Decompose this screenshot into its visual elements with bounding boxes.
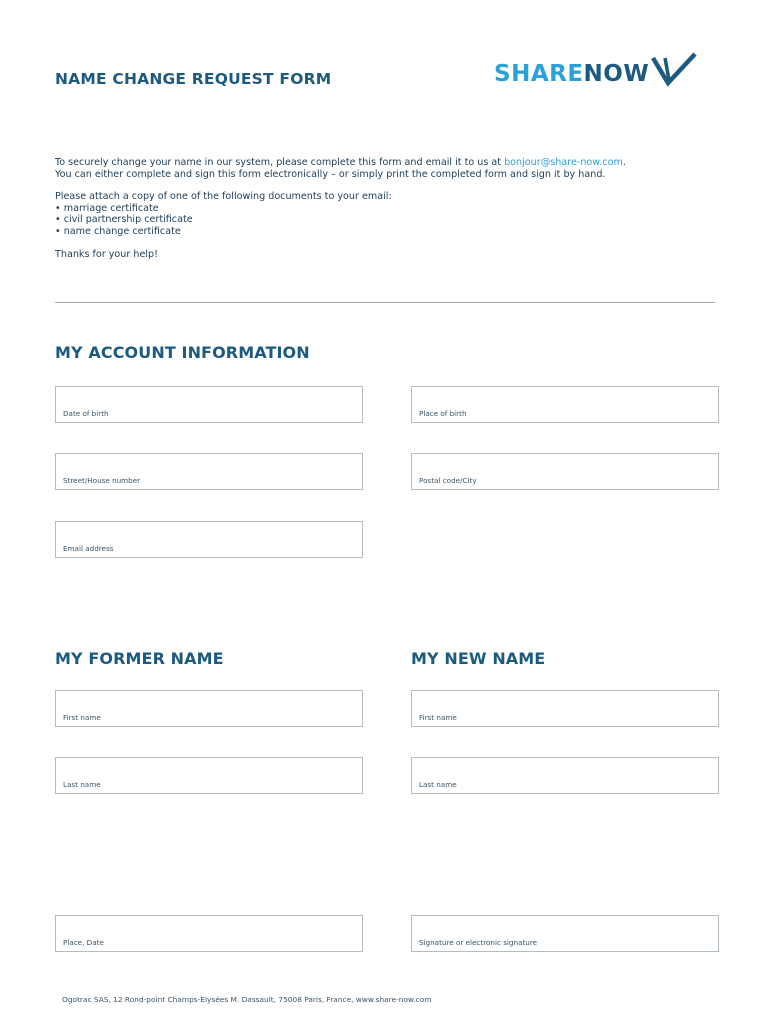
- email-field[interactable]: [55, 521, 363, 558]
- place-of-birth-input[interactable]: [412, 387, 718, 411]
- street-input[interactable]: [56, 454, 362, 478]
- new-first-name-field[interactable]: [411, 690, 719, 727]
- new-first-name-label: First name: [419, 713, 457, 722]
- place-of-birth-label: Place of birth: [419, 409, 467, 418]
- signature-label: Signature or electronic signature: [419, 938, 538, 947]
- former-first-name-label: First name: [63, 713, 101, 722]
- logo-check-icon: [651, 50, 701, 90]
- new-last-name-field[interactable]: [411, 757, 719, 794]
- former-first-name-field[interactable]: [55, 690, 363, 727]
- postal-code-input[interactable]: [412, 454, 718, 478]
- contact-email-link[interactable]: bonjour@share-now.com: [504, 157, 623, 168]
- former-name-title: MY FORMER NAME: [55, 649, 224, 668]
- street-label: Street/House number: [63, 476, 141, 485]
- intro-text: [55, 157, 725, 260]
- new-name-title: MY NEW NAME: [411, 649, 546, 668]
- email-input[interactable]: [56, 522, 362, 546]
- intro-line-2: You can either complete and sign this form electronically – or simply print the completed form and sign it by hand.: [55, 168, 606, 180]
- date-of-birth-field[interactable]: [55, 386, 363, 423]
- email-label: Email address: [63, 544, 114, 553]
- place-date-field[interactable]: [55, 915, 363, 952]
- signature-field[interactable]: [411, 915, 719, 952]
- postal-code-field[interactable]: [411, 453, 719, 490]
- street-field[interactable]: [55, 453, 363, 490]
- document-item: • name change certificate: [55, 226, 725, 238]
- form-title: NAME CHANGE REQUEST FORM: [55, 70, 332, 88]
- former-last-name-label: Last name: [63, 780, 101, 789]
- date-of-birth-label: Date of birth: [63, 409, 109, 418]
- logo-share-text: SHARE: [494, 61, 584, 87]
- section-divider: [55, 302, 715, 303]
- signature-input[interactable]: [412, 916, 718, 940]
- intro-line-1: To securely change your name in our system, please complete this form and email it to us at bonjour@share-now.com.: [55, 157, 626, 168]
- logo-now-text: NOW: [583, 61, 650, 87]
- sharenow-logo: [494, 50, 701, 98]
- date-of-birth-input[interactable]: [56, 387, 362, 411]
- attach-heading: Please attach a copy of one of the following documents to your email:: [55, 191, 392, 203]
- document-item: • marriage certificate: [55, 203, 725, 215]
- thanks-text: Thanks for your help!: [55, 248, 158, 260]
- new-first-name-input[interactable]: [412, 691, 718, 715]
- place-date-label: Place, Date: [63, 938, 104, 947]
- account-section-title: MY ACCOUNT INFORMATION: [55, 343, 310, 362]
- former-first-name-input[interactable]: [56, 691, 362, 715]
- place-of-birth-field[interactable]: [411, 386, 719, 423]
- postal-code-label: Postal code/City: [419, 476, 477, 485]
- new-last-name-input[interactable]: [412, 758, 718, 782]
- former-last-name-field[interactable]: [55, 757, 363, 794]
- place-date-input[interactable]: [56, 916, 362, 940]
- footer-address: Ogotrac SAS, 12 Rond-point Champs-Elysées M. Dassault, 75008 Paris, France, www.share-now.com: [62, 995, 432, 1004]
- document-item: • civil partnership certificate: [55, 214, 725, 226]
- new-last-name-label: Last name: [419, 780, 457, 789]
- former-last-name-input[interactable]: [56, 758, 362, 782]
